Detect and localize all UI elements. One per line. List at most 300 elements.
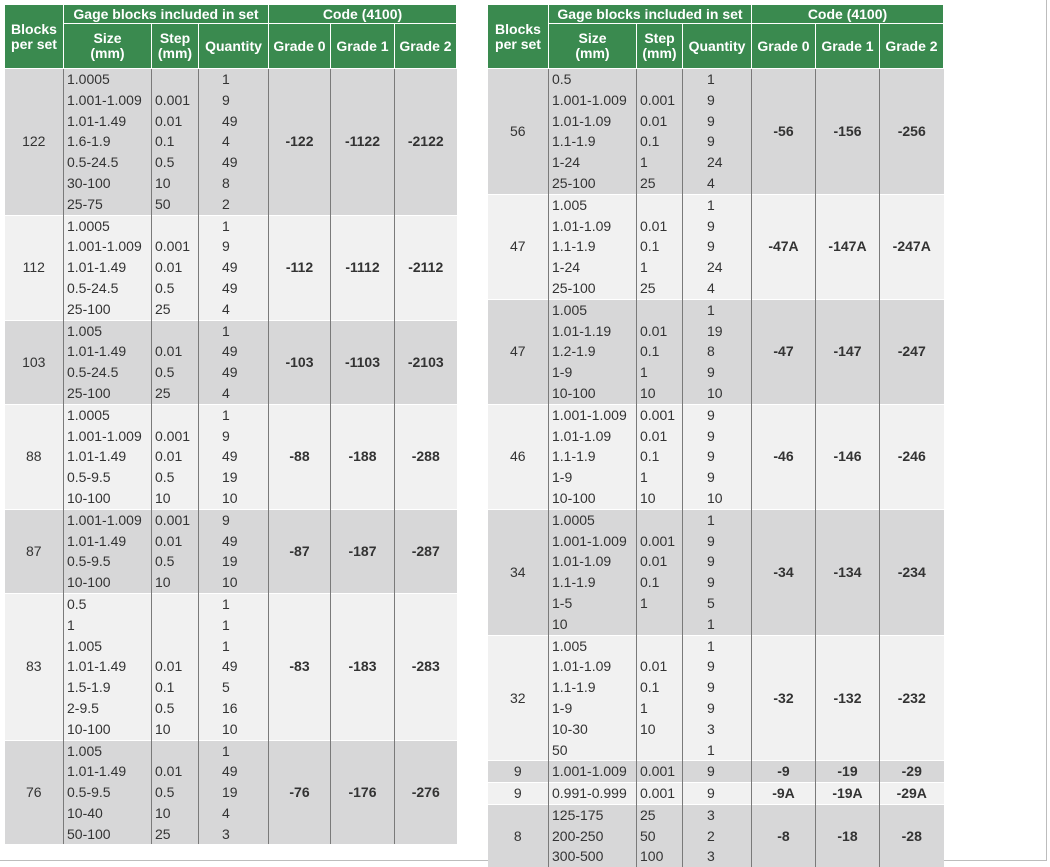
size-cell: 1.1-1.9 [549, 677, 637, 698]
step-cell [152, 740, 199, 761]
quantity-cell: 4 [199, 131, 269, 152]
header-included: Gage blocks included in set [64, 5, 269, 24]
step-cell [152, 404, 199, 425]
blocks-per-set-cell: 46 [488, 404, 549, 509]
step-cell [152, 320, 199, 341]
size-cell: 1.01-1.49 [64, 446, 152, 467]
quantity-cell: 9 [683, 467, 752, 488]
grade-0-code-cell: -83 [269, 593, 331, 740]
header-blocks-per-set: Blocks per set [5, 5, 64, 69]
size-cell: 10-100 [64, 719, 152, 740]
size-cell: 30-100 [64, 173, 152, 194]
step-cell: 0.1 [152, 677, 199, 698]
step-cell: 0.01 [152, 111, 199, 132]
step-cell: 25 [152, 299, 199, 320]
table-row [5, 215, 457, 236]
grade-2-code-cell: -247A [880, 194, 944, 299]
size-cell: 1.1-1.9 [549, 446, 637, 467]
size-cell: 1.01-1.49 [64, 531, 152, 552]
grade-2-code-cell: -283 [395, 593, 457, 740]
step-cell: 25 [637, 804, 683, 825]
grade-1-code-cell: -1122 [331, 69, 395, 216]
header-size: Size (mm) [64, 24, 152, 69]
step-cell: 0.001 [637, 404, 683, 425]
size-cell: 1-5 [549, 593, 637, 614]
step-cell: 0.1 [637, 341, 683, 362]
size-cell: 0.5-9.5 [64, 782, 152, 803]
size-cell: 0.5 [549, 69, 637, 90]
header-grade-2: Grade 2 [880, 24, 944, 69]
size-cell: 1.005 [64, 320, 152, 341]
grade-0-code-cell: -103 [269, 320, 331, 404]
table-row [5, 509, 457, 530]
step-cell: 0.001 [637, 531, 683, 552]
header-quantity: Quantity [199, 24, 269, 69]
grade-2-code-cell: -232 [880, 635, 944, 761]
grade-2-code-cell: -234 [880, 509, 944, 635]
size-cell: 1.005 [64, 740, 152, 761]
grade-1-code-cell: -1112 [331, 215, 395, 320]
blocks-per-set-cell: 8 [488, 804, 549, 867]
quantity-cell: 1 [199, 636, 269, 657]
step-cell: 25 [637, 173, 683, 194]
grade-2-code-cell: -29 [880, 761, 944, 783]
size-cell: 1.0005 [64, 69, 152, 90]
step-cell: 0.01 [152, 761, 199, 782]
grade-1-code-cell: -188 [331, 404, 395, 509]
size-cell: 10-100 [549, 383, 637, 404]
table-row [5, 404, 457, 425]
step-cell: 0.5 [152, 362, 199, 383]
grade-2-code-cell: -247 [880, 299, 944, 404]
quantity-cell: 9 [199, 509, 269, 530]
quantity-cell: 49 [199, 152, 269, 173]
grade-0-code-cell: -88 [269, 404, 331, 509]
header-step: Step (mm) [152, 24, 199, 69]
size-cell: 1.01-1.49 [64, 257, 152, 278]
quantity-cell: 9 [683, 531, 752, 552]
grade-1-code-cell: -147 [816, 299, 880, 404]
quantity-cell: 19 [199, 467, 269, 488]
quantity-cell: 4 [199, 383, 269, 404]
quantity-cell: 49 [199, 111, 269, 132]
quantity-cell: 10 [199, 719, 269, 740]
step-cell: 0.001 [637, 761, 683, 783]
step-cell: 0.001 [637, 783, 683, 805]
quantity-cell: 2 [683, 826, 752, 847]
quantity-cell: 3 [199, 824, 269, 845]
header-quantity: Quantity [683, 24, 752, 69]
step-cell: 25 [637, 278, 683, 299]
size-cell: 1.005 [549, 299, 637, 320]
step-cell: 10 [152, 719, 199, 740]
size-cell: 50-100 [64, 824, 152, 845]
quantity-cell: 49 [199, 257, 269, 278]
quantity-cell: 1 [199, 69, 269, 90]
step-cell: 25 [152, 383, 199, 404]
table-row [488, 509, 944, 530]
quantity-cell: 2 [199, 194, 269, 215]
quantity-cell: 1 [199, 215, 269, 236]
step-cell: 25 [152, 824, 199, 845]
quantity-cell: 49 [199, 362, 269, 383]
step-cell [152, 215, 199, 236]
quantity-cell: 9 [683, 90, 752, 111]
size-cell: 0.5-24.5 [64, 152, 152, 173]
size-cell: 1.001-1.009 [64, 509, 152, 530]
step-cell: 50 [637, 826, 683, 847]
gage-block-table-right [487, 4, 944, 867]
step-cell: 0.1 [637, 572, 683, 593]
step-cell: 50 [152, 194, 199, 215]
quantity-cell: 3 [683, 846, 752, 867]
blocks-per-set-cell: 34 [488, 509, 549, 635]
quantity-cell: 9 [683, 656, 752, 677]
step-cell: 1 [637, 257, 683, 278]
size-cell: 1.001-1.009 [549, 404, 637, 425]
quantity-cell: 16 [199, 698, 269, 719]
grade-2-code-cell: -2122 [395, 69, 457, 216]
size-cell: 10-100 [64, 572, 152, 593]
size-cell: 1.01-1.09 [549, 111, 637, 132]
size-cell: 1.2-1.9 [549, 341, 637, 362]
step-cell: 1 [637, 593, 683, 614]
quantity-cell: 10 [199, 572, 269, 593]
grade-2-code-cell: -29A [880, 783, 944, 805]
size-cell: 1.0005 [549, 509, 637, 530]
step-cell: 0.01 [637, 111, 683, 132]
quantity-cell: 10 [683, 488, 752, 509]
step-cell: 0.5 [152, 152, 199, 173]
step-cell: 0.01 [637, 321, 683, 342]
grade-2-code-cell: -2103 [395, 320, 457, 404]
size-cell: 1-9 [549, 362, 637, 383]
size-cell: 1.0005 [64, 404, 152, 425]
quantity-cell: 9 [683, 761, 752, 783]
size-cell: 1.01-1.49 [64, 111, 152, 132]
table-row [488, 804, 944, 825]
table-row [488, 194, 944, 215]
step-cell: 10 [152, 488, 199, 509]
size-cell: 2-9.5 [64, 698, 152, 719]
quantity-cell: 1 [683, 299, 752, 320]
table-row [488, 299, 944, 320]
quantity-cell: 3 [683, 719, 752, 740]
grade-0-code-cell: -8 [752, 804, 816, 867]
grade-1-code-cell: -19A [816, 783, 880, 805]
quantity-cell: 19 [199, 551, 269, 572]
header-step: Step (mm) [637, 24, 683, 69]
size-cell: 1.01-1.09 [549, 426, 637, 447]
step-cell: 0.001 [637, 90, 683, 111]
table-body-right [488, 69, 944, 867]
grade-0-code-cell: -9A [752, 783, 816, 805]
size-cell: 1.01-1.09 [549, 216, 637, 237]
step-cell: 0.1 [637, 677, 683, 698]
quantity-cell: 9 [683, 426, 752, 447]
step-cell [637, 740, 683, 761]
header-code: Code (4100) [752, 5, 944, 24]
grade-0-code-cell: -46 [752, 404, 816, 509]
step-cell [152, 636, 199, 657]
blocks-per-set-cell: 83 [5, 593, 64, 740]
step-cell: 0.001 [152, 426, 199, 447]
table-row [5, 593, 457, 614]
quantity-cell: 19 [683, 321, 752, 342]
step-cell: 0.01 [637, 426, 683, 447]
grade-2-code-cell: -2112 [395, 215, 457, 320]
size-cell: 200-250 [549, 826, 637, 847]
quantity-cell: 1 [683, 194, 752, 215]
quantity-cell: 49 [199, 656, 269, 677]
size-cell: 1.1-1.9 [549, 572, 637, 593]
size-cell: 1.01-1.49 [64, 341, 152, 362]
size-cell: 10 [549, 614, 637, 635]
size-cell: 0.5-9.5 [64, 467, 152, 488]
step-cell: 0.01 [152, 446, 199, 467]
step-cell [637, 614, 683, 635]
step-cell: 0.5 [152, 551, 199, 572]
size-cell: 1-24 [549, 257, 637, 278]
header-grade-1: Grade 1 [816, 24, 880, 69]
quantity-cell: 1 [683, 635, 752, 656]
grade-1-code-cell: -132 [816, 635, 880, 761]
quantity-cell: 1 [683, 614, 752, 635]
quantity-cell: 8 [683, 341, 752, 362]
quantity-cell: 9 [683, 551, 752, 572]
quantity-cell: 4 [199, 803, 269, 824]
size-cell: 1-24 [549, 152, 637, 173]
size-cell: 1.005 [549, 635, 637, 656]
step-cell: 0.01 [637, 551, 683, 572]
quantity-cell: 49 [199, 341, 269, 362]
page-right-border [1046, 0, 1047, 860]
quantity-cell: 19 [199, 782, 269, 803]
quantity-cell: 1 [683, 509, 752, 530]
quantity-cell: 9 [199, 236, 269, 257]
step-cell: 10 [152, 173, 199, 194]
step-cell [152, 69, 199, 90]
step-cell: 1 [637, 698, 683, 719]
size-cell: 1.01-1.49 [64, 761, 152, 782]
quantity-cell: 9 [683, 236, 752, 257]
blocks-per-set-cell: 9 [488, 761, 549, 783]
blocks-per-set-cell: 103 [5, 320, 64, 404]
size-cell: 1.0005 [64, 215, 152, 236]
size-cell: 25-75 [64, 194, 152, 215]
quantity-cell: 9 [199, 426, 269, 447]
quantity-cell: 9 [683, 404, 752, 425]
quantity-cell: 8 [199, 173, 269, 194]
size-cell: 0.5-9.5 [64, 551, 152, 572]
step-cell: 10 [637, 488, 683, 509]
quantity-cell: 49 [199, 531, 269, 552]
size-cell: 1.001-1.009 [549, 531, 637, 552]
size-cell: 10-30 [549, 719, 637, 740]
size-cell: 50 [549, 740, 637, 761]
step-cell: 0.01 [637, 216, 683, 237]
size-cell: 1.001-1.009 [549, 761, 637, 783]
blocks-per-set-cell: 76 [5, 740, 64, 844]
grade-1-code-cell: -146 [816, 404, 880, 509]
step-cell [637, 299, 683, 320]
table-row [488, 761, 944, 783]
quantity-cell: 1 [199, 320, 269, 341]
quantity-cell: 49 [199, 761, 269, 782]
step-cell: 0.001 [152, 90, 199, 111]
grade-2-code-cell: -246 [880, 404, 944, 509]
table-body-left [5, 69, 457, 845]
grade-0-code-cell: -32 [752, 635, 816, 761]
step-cell [637, 509, 683, 530]
step-cell: 0.1 [637, 131, 683, 152]
size-cell: 1.001-1.009 [64, 426, 152, 447]
grade-0-code-cell: -9 [752, 761, 816, 783]
size-cell: 1.1-1.9 [549, 236, 637, 257]
table-row [488, 69, 944, 90]
grade-0-code-cell: -34 [752, 509, 816, 635]
quantity-cell: 9 [683, 783, 752, 805]
quantity-cell: 1 [199, 593, 269, 614]
quantity-cell: 9 [683, 131, 752, 152]
grade-0-code-cell: -47A [752, 194, 816, 299]
blocks-per-set-cell: 47 [488, 194, 549, 299]
step-cell: 0.01 [152, 531, 199, 552]
step-cell: 10 [152, 803, 199, 824]
step-cell: 0.5 [152, 782, 199, 803]
step-cell: 1 [637, 152, 683, 173]
grade-2-code-cell: -276 [395, 740, 457, 844]
grade-0-code-cell: -87 [269, 509, 331, 593]
step-cell: 0.01 [152, 257, 199, 278]
quantity-cell: 1 [199, 615, 269, 636]
quantity-cell: 9 [683, 677, 752, 698]
table-row [5, 320, 457, 341]
step-cell: 0.1 [152, 131, 199, 152]
grade-0-code-cell: -122 [269, 69, 331, 216]
step-cell: 0.5 [152, 467, 199, 488]
size-cell: 1.001-1.009 [64, 236, 152, 257]
size-cell: 0.5-24.5 [64, 278, 152, 299]
size-cell: 1.01-1.09 [549, 656, 637, 677]
size-cell: 1.01-1.49 [64, 656, 152, 677]
step-cell: 1 [637, 467, 683, 488]
grade-2-code-cell: -28 [880, 804, 944, 867]
size-cell: 1.01-1.09 [549, 551, 637, 572]
quantity-cell: 49 [199, 446, 269, 467]
grade-1-code-cell: -1103 [331, 320, 395, 404]
quantity-cell: 5 [683, 593, 752, 614]
grade-0-code-cell: -47 [752, 299, 816, 404]
size-cell: 1.001-1.009 [64, 90, 152, 111]
size-cell: 0.991-0.999 [549, 783, 637, 805]
table-row [5, 69, 457, 90]
size-cell: 1.6-1.9 [64, 131, 152, 152]
size-cell: 10-100 [549, 488, 637, 509]
step-cell: 0.001 [152, 236, 199, 257]
blocks-per-set-cell: 9 [488, 783, 549, 805]
table-row [5, 740, 457, 761]
step-cell [152, 593, 199, 614]
quantity-cell: 24 [683, 152, 752, 173]
gage-block-table-left [4, 4, 457, 844]
size-cell: 300-500 [549, 846, 637, 867]
grade-1-code-cell: -156 [816, 69, 880, 195]
header-size: Size (mm) [549, 24, 637, 69]
step-cell: 10 [637, 383, 683, 404]
size-cell: 1.005 [549, 194, 637, 215]
quantity-cell: 1 [683, 69, 752, 90]
grade-2-code-cell: -287 [395, 509, 457, 593]
size-cell: 25-100 [64, 299, 152, 320]
quantity-cell: 9 [683, 362, 752, 383]
blocks-per-set-cell: 87 [5, 509, 64, 593]
quantity-cell: 9 [683, 111, 752, 132]
size-cell: 25-100 [549, 278, 637, 299]
grade-1-code-cell: -18 [816, 804, 880, 867]
step-cell [637, 194, 683, 215]
blocks-per-set-cell: 47 [488, 299, 549, 404]
quantity-cell: 1 [199, 404, 269, 425]
table-row [488, 783, 944, 805]
step-cell [637, 635, 683, 656]
size-cell: 0.5 [64, 593, 152, 614]
step-cell [152, 615, 199, 636]
blocks-per-set-cell: 56 [488, 69, 549, 195]
grade-1-code-cell: -187 [331, 509, 395, 593]
blocks-per-set-cell: 88 [5, 404, 64, 509]
table-row [488, 404, 944, 425]
grade-1-code-cell: -134 [816, 509, 880, 635]
grade-2-code-cell: -256 [880, 69, 944, 195]
quantity-cell: 24 [683, 257, 752, 278]
quantity-cell: 5 [199, 677, 269, 698]
step-cell: 10 [637, 719, 683, 740]
quantity-cell: 3 [683, 804, 752, 825]
grade-0-code-cell: -56 [752, 69, 816, 195]
step-cell: 0.5 [152, 278, 199, 299]
step-cell: 0.01 [637, 656, 683, 677]
step-cell: 0.1 [637, 236, 683, 257]
size-cell: 1.1-1.9 [549, 131, 637, 152]
quantity-cell: 10 [199, 488, 269, 509]
quantity-cell: 4 [683, 173, 752, 194]
header-included: Gage blocks included in set [549, 5, 752, 24]
table-row [488, 635, 944, 656]
size-cell: 1.005 [64, 636, 152, 657]
size-cell: 1-9 [549, 467, 637, 488]
step-cell: 10 [152, 572, 199, 593]
blocks-per-set-cell: 112 [5, 215, 64, 320]
step-cell: 1 [637, 362, 683, 383]
size-cell: 1 [64, 615, 152, 636]
quantity-cell: 49 [199, 278, 269, 299]
quantity-cell: 9 [199, 90, 269, 111]
size-cell: 125-175 [549, 804, 637, 825]
size-cell: 0.5-24.5 [64, 362, 152, 383]
quantity-cell: 1 [683, 740, 752, 761]
step-cell: 0.01 [152, 341, 199, 362]
blocks-per-set-cell: 32 [488, 635, 549, 761]
step-cell: 100 [637, 846, 683, 867]
blocks-per-set-cell: 122 [5, 69, 64, 216]
grade-1-code-cell: -176 [331, 740, 395, 844]
header-grade-1: Grade 1 [331, 24, 395, 69]
step-cell: 0.01 [152, 656, 199, 677]
header-grade-0: Grade 0 [752, 24, 816, 69]
header-grade-2: Grade 2 [395, 24, 457, 69]
quantity-cell: 9 [683, 216, 752, 237]
